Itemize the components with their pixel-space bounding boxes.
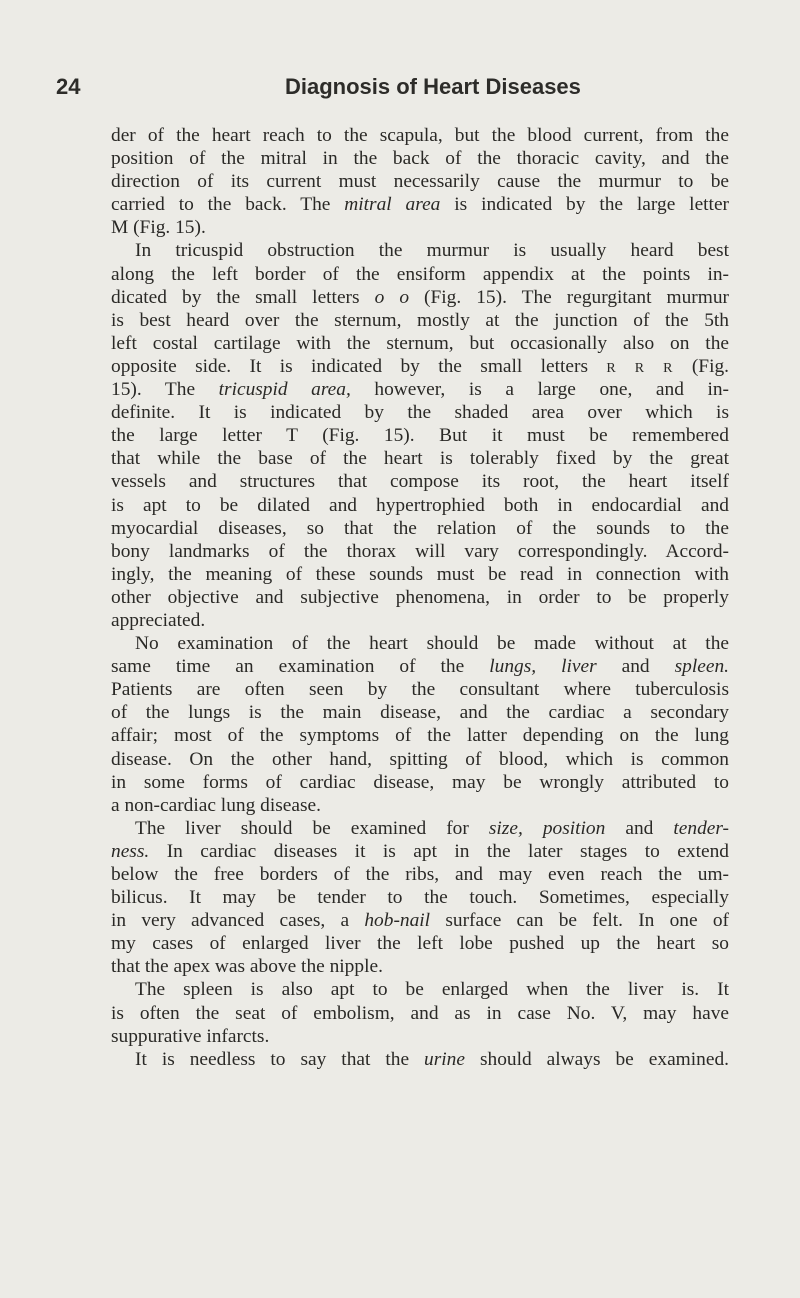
text-line bbox=[111, 609, 729, 632]
text-line bbox=[111, 1025, 729, 1048]
text-line bbox=[111, 1002, 729, 1025]
text-segment: direction of its current must necessarily cause the murmur to be bbox=[111, 171, 729, 193]
text-segment: disease. On the other hand, spitting of blood, which is common bbox=[111, 748, 729, 770]
text-segment: along the left border of the ensiform appendix at the points in- bbox=[111, 263, 729, 285]
text-segment: It is needless to say that the bbox=[135, 1048, 425, 1070]
italic-text: hob-nail bbox=[364, 910, 431, 932]
italic-text: size, position bbox=[488, 817, 606, 839]
text-line bbox=[111, 840, 729, 863]
text-segment: Patients are often seen by the consultant where tuberculosis bbox=[111, 679, 729, 701]
italic-text: spleen. bbox=[674, 656, 729, 678]
text-line bbox=[111, 447, 729, 470]
text-line bbox=[111, 147, 729, 170]
text-segment: (Fig. 15). The regurgitant murmur bbox=[409, 286, 729, 308]
text-line bbox=[111, 263, 729, 286]
text-line bbox=[111, 540, 729, 563]
text-line bbox=[111, 886, 729, 909]
text-segment: ingly, the meaning of these sounds must be read in connection with bbox=[111, 563, 729, 585]
text-segment: is often the seat of embolism, and as in case No. V, may have bbox=[111, 1002, 729, 1024]
text-segment: left costal cartilage with the sternum, but occasionally also on the bbox=[111, 332, 729, 354]
text-line bbox=[111, 378, 729, 401]
page-header bbox=[0, 72, 800, 106]
text-line bbox=[111, 1048, 729, 1071]
text-line bbox=[111, 193, 729, 216]
text-segment: other objective and subjective phenomena, in order to be properly bbox=[111, 586, 729, 608]
text-segment: (Fig. bbox=[673, 355, 730, 377]
text-segment: vessels and structures that compose its root, the heart itself bbox=[111, 471, 729, 493]
page-number: 24 bbox=[56, 74, 81, 99]
text-line bbox=[111, 494, 729, 517]
text-segment: a non-cardiac lung disease. bbox=[111, 794, 321, 816]
text-line bbox=[111, 124, 729, 147]
text-segment: bilicus. It may be tender to the touch. Sometimes, especially bbox=[111, 887, 729, 909]
text-segment: dicated by the small letters bbox=[111, 286, 375, 308]
italic-text: lungs, liver bbox=[489, 656, 597, 678]
text-line bbox=[111, 794, 729, 817]
text-line bbox=[111, 309, 729, 332]
text-segment: 15). The bbox=[111, 379, 219, 401]
text-line bbox=[111, 586, 729, 609]
italic-text: o o bbox=[374, 286, 410, 308]
text-line bbox=[111, 424, 729, 447]
text-line bbox=[111, 286, 729, 309]
text-segment: below the free borders of the ribs, and may even reach the um- bbox=[111, 864, 729, 885]
text-line bbox=[111, 563, 729, 586]
text-line bbox=[111, 724, 729, 747]
text-segment: opposite side. It is indicated by the small letters bbox=[111, 355, 607, 377]
text-segment: in some forms of cardiac disease, may be wrongly attributed to bbox=[111, 771, 729, 793]
text-segment: however, is a large one, and in- bbox=[350, 379, 730, 401]
text-segment: and bbox=[605, 817, 674, 839]
text-segment: No examination of the heart should be made without at the bbox=[135, 633, 729, 655]
text-segment: that while the base of the heart is tolerably fixed by the great bbox=[111, 448, 729, 470]
text-segment: M (Fig. 15). bbox=[111, 217, 206, 239]
italic-text: urine bbox=[424, 1048, 465, 1070]
text-segment: in very advanced cases, a bbox=[111, 910, 365, 932]
text-segment: that the apex was above the nipple. bbox=[111, 956, 383, 978]
italic-text: tender- bbox=[673, 817, 729, 839]
text-line bbox=[111, 978, 729, 1001]
italic-text: ness. bbox=[111, 840, 150, 862]
text-segment: surface can be felt. In one of bbox=[430, 910, 729, 932]
text-line bbox=[111, 332, 729, 355]
text-segment: position of the mitral in the back of the thoracic cavity, and the bbox=[111, 148, 729, 170]
text-line bbox=[111, 701, 729, 724]
text-segment: is best heard over the sternum, mostly at the junction of the 5th bbox=[111, 309, 729, 331]
body-text bbox=[111, 124, 729, 1071]
text-segment: In cardiac diseases it is apt in the later stages to extend bbox=[149, 840, 729, 862]
text-segment: definite. It is indicated by the shaded area over which is bbox=[111, 402, 729, 424]
text-segment: and bbox=[596, 656, 675, 678]
text-segment: affair; most of the symptoms of the latter depending on the lung bbox=[111, 725, 729, 747]
text-line bbox=[111, 678, 729, 701]
text-segment: bony landmarks of the thorax will vary correspondingly. Accord- bbox=[111, 540, 729, 562]
text-segment: der of the heart reach to the scapula, but the blood current, from the bbox=[111, 125, 729, 146]
text-line bbox=[111, 955, 729, 978]
text-segment: R R R bbox=[606, 360, 674, 376]
text-segment: is apt to be dilated and hypertrophied both in endocardial and bbox=[111, 494, 729, 516]
text-line bbox=[111, 401, 729, 424]
text-segment: carried to the back. The bbox=[111, 194, 345, 216]
text-segment: the large letter T (Fig. 15). But it must be remembered bbox=[111, 425, 729, 447]
text-line bbox=[111, 817, 729, 840]
text-line bbox=[111, 748, 729, 771]
text-line bbox=[111, 470, 729, 493]
text-line bbox=[111, 909, 729, 932]
text-line bbox=[111, 932, 729, 955]
text-segment: suppurative infarcts. bbox=[111, 1025, 270, 1047]
text-line bbox=[111, 216, 729, 239]
text-segment: The spleen is also apt to be enlarged when the liver is. It bbox=[135, 979, 729, 1001]
text-segment: is indicated by the large letter bbox=[440, 194, 730, 216]
text-line bbox=[111, 170, 729, 193]
text-segment: same time an examination of the bbox=[111, 656, 490, 678]
text-line bbox=[111, 239, 729, 262]
text-line bbox=[111, 863, 729, 886]
italic-text: mitral area bbox=[344, 194, 441, 216]
text-segment: appreciated. bbox=[111, 609, 206, 631]
text-line bbox=[111, 355, 729, 378]
text-segment: In tricuspid obstruction the murmur is usually heard best bbox=[135, 240, 729, 262]
text-line bbox=[111, 771, 729, 794]
text-line bbox=[111, 655, 729, 678]
text-segment: of the lungs is the main disease, and the cardiac a secondary bbox=[111, 702, 729, 724]
text-segment: The liver should be examined for bbox=[135, 817, 489, 839]
running-head: Diagnosis of Heart Diseases bbox=[285, 74, 581, 99]
text-segment: my cases of enlarged liver the left lobe pushed up the heart so bbox=[111, 933, 729, 955]
text-segment: should always be examined. bbox=[464, 1048, 729, 1070]
text-segment: myocardial diseases, so that the relation of the sounds to the bbox=[111, 517, 729, 539]
italic-text: tricuspid area, bbox=[218, 379, 351, 401]
text-line bbox=[111, 632, 729, 655]
text-line bbox=[111, 517, 729, 540]
